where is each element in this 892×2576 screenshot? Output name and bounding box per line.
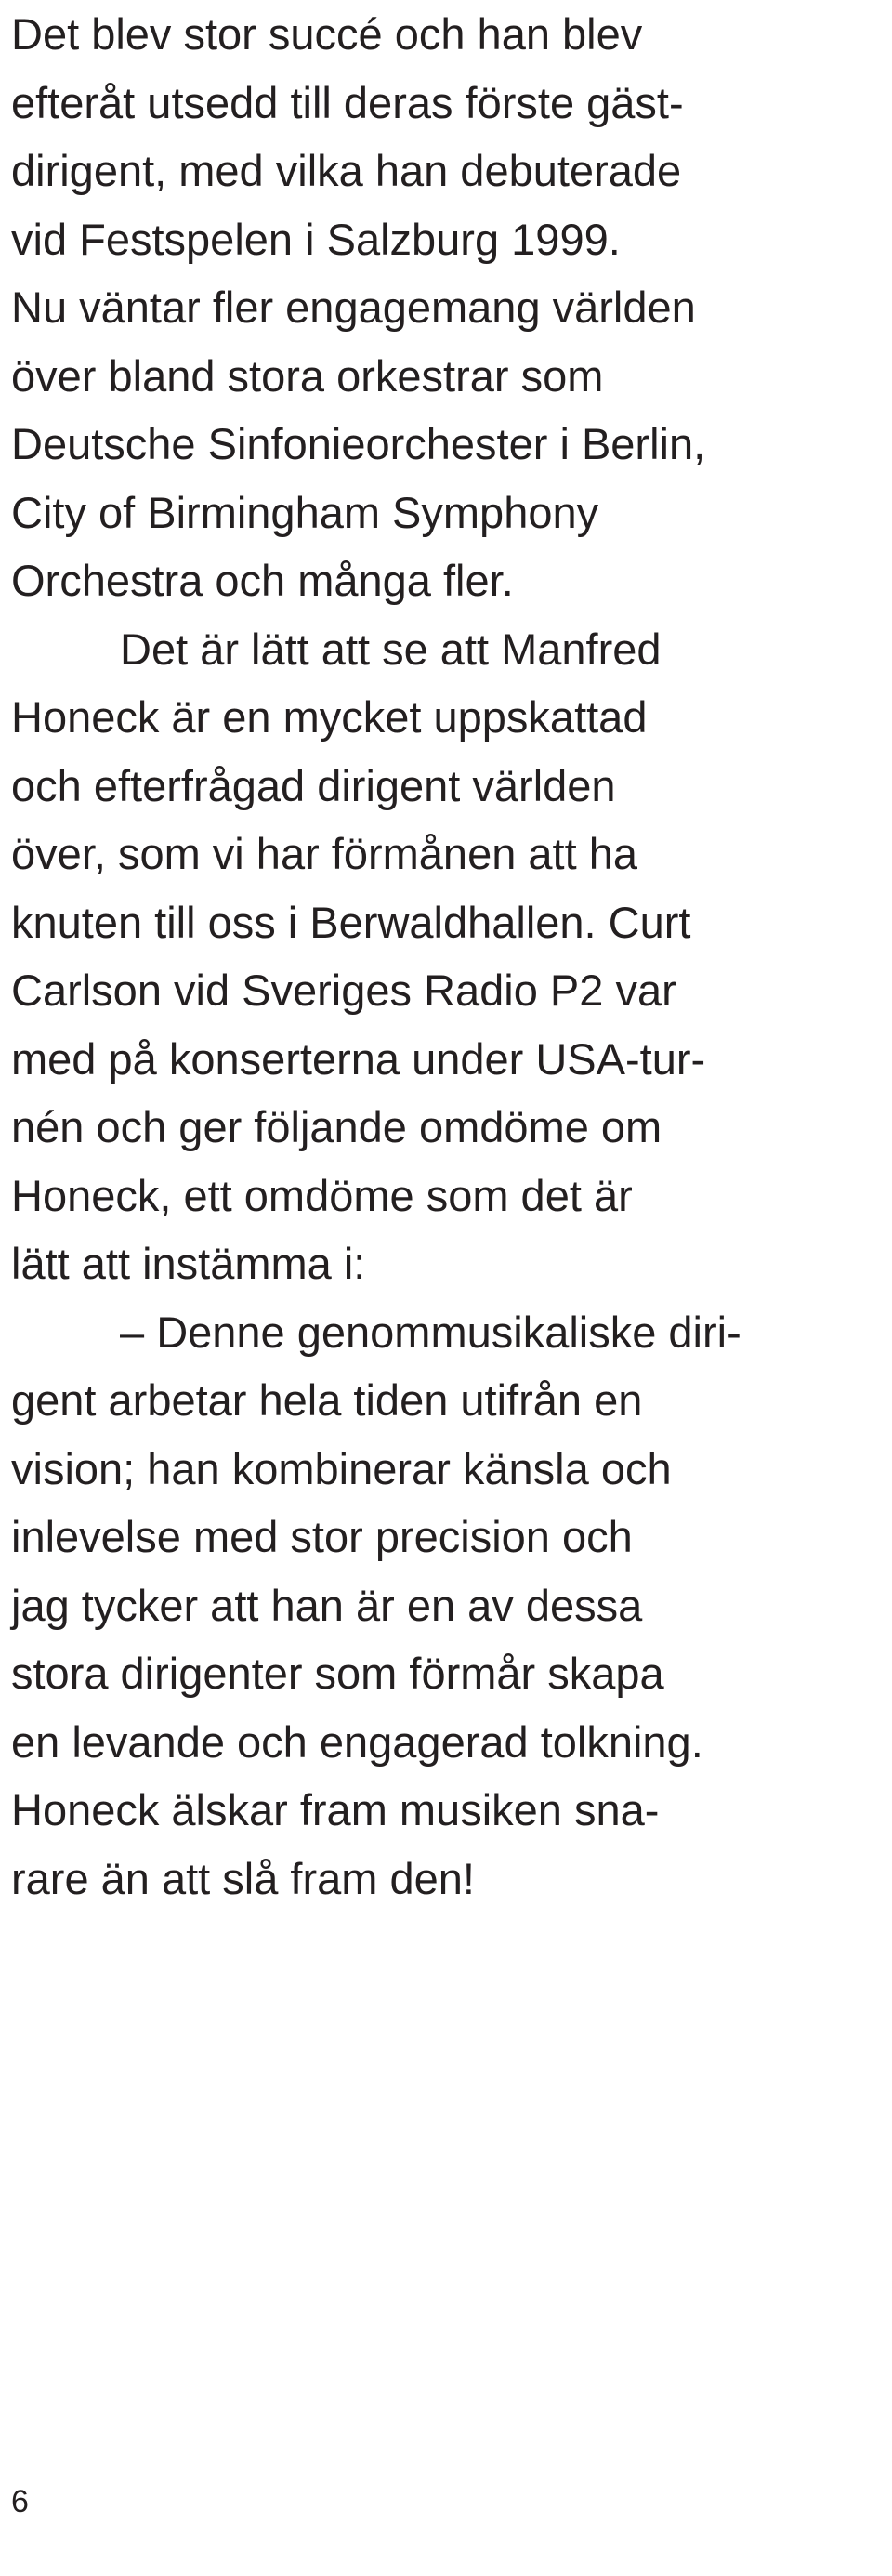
page-number: 6 xyxy=(11,2484,29,2519)
text-line: en levande och engagerad tolkning. xyxy=(11,1716,703,1767)
text-line: över bland stora orkestrar som xyxy=(11,350,604,401)
text-line: Honeck, ett omdöme som det är xyxy=(11,1170,633,1220)
text-line: med på konserterna under USA-tur- xyxy=(11,1033,706,1084)
text-line: Honeck är en mycket uppskattad xyxy=(11,692,648,742)
article-text xyxy=(11,0,881,1912)
text-line: och efterfrågad dirigent världen xyxy=(11,760,616,810)
text-line: gent arbetar hela tiden utifrån en xyxy=(11,1375,643,1425)
text-line: City of Birmingham Symphony xyxy=(11,487,599,537)
paragraph-start-line: Det är lätt att se att Manfred xyxy=(120,624,662,674)
text-line: Orchestra och många fler. xyxy=(11,556,514,605)
text-line: knuten till oss i Berwaldhallen. Curt xyxy=(11,897,691,947)
text-line: över, som vi har förmånen att ha xyxy=(11,829,637,878)
text-line: Carlson vid Sveriges Radio P2 var xyxy=(11,966,676,1015)
text-line: vision; han kombinerar känsla och xyxy=(11,1443,672,1493)
text-line: Honeck älskar fram musiken sna- xyxy=(11,1785,660,1834)
text-line: dirigent, med vilka han debuterade xyxy=(11,146,682,195)
text-line: jag tycker att han är en av dessa xyxy=(11,1580,643,1630)
text-line: Nu väntar fler engagemang världen xyxy=(11,283,696,332)
text-line: efteråt utsedd till deras förste gäst- xyxy=(11,77,684,127)
text-line: Det blev stor succé och han blev xyxy=(11,9,643,59)
text-line: rare än att slå fram den! xyxy=(11,1853,475,1903)
text-line: lätt att instämma i: xyxy=(11,1239,366,1288)
text-line: nén och ger följande omdöme om xyxy=(11,1102,662,1151)
text-line: inlevelse med stor precision och xyxy=(11,1512,633,1561)
text-line: stora dirigenter som förmår skapa xyxy=(11,1649,664,1698)
text-line: vid Festspelen i Salzburg 1999. xyxy=(11,214,621,264)
quote-start-line: – Denne genommusikaliske diri- xyxy=(120,1307,741,1357)
text-line: Deutsche Sinfonieorchester i Berlin, xyxy=(11,419,706,468)
